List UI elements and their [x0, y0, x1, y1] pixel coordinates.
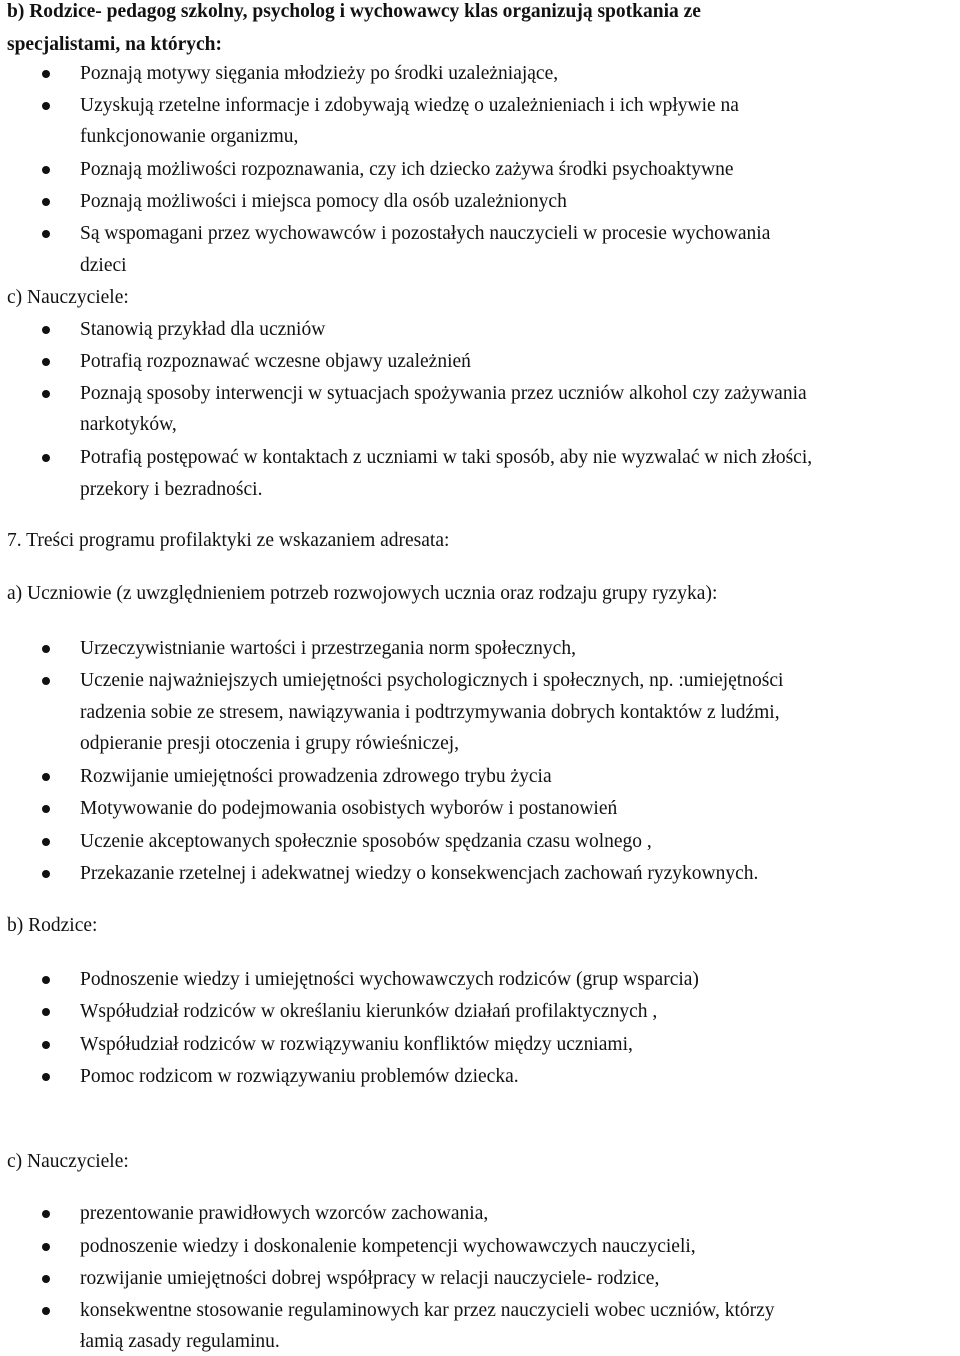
bullet-icon: [42, 645, 50, 653]
bullet-icon: [42, 70, 50, 78]
list-item-cont: łamią zasady regulaminu.: [80, 1331, 280, 1352]
list-item: Poznają motywy sięgania młodzieży po środki uzależniające,: [80, 63, 559, 84]
students-heading: a) Uczniowie (z uwzględnieniem potrzeb rozwojowych ucznia oraz rodzaju grupy ryzyka):: [7, 583, 718, 604]
section-7-heading: 7. Treści programu profilaktyki ze wskazaniem adresata:: [7, 530, 450, 551]
bullet-icon: [42, 870, 50, 878]
bullet-icon: [42, 976, 50, 984]
list-item: Potrafią rozpoznawać wczesne objawy uzależnień: [80, 351, 471, 372]
list-item: podnoszenie wiedzy i doskonalenie kompetencji wychowawczych nauczycieli,: [80, 1236, 696, 1257]
list-item: Pomoc rodzicom w rozwiązywaniu problemów dziecka.: [80, 1066, 519, 1087]
bullet-icon: [42, 358, 50, 366]
list-item: Stanowią przykład dla uczniów: [80, 319, 326, 340]
list-item-cont: narkotyków,: [80, 414, 177, 435]
list-item: Uczenie akceptowanych społecznie sposobów spędzania czasu wolnego ,: [80, 831, 652, 852]
section-heading-teachers: c) Nauczyciele:: [7, 287, 129, 308]
bullet-icon: [42, 166, 50, 174]
list-item: Uczenie najważniejszych umiejętności psychologicznych i społecznych, np. :umiejętności: [80, 670, 784, 691]
bullet-icon: [42, 1041, 50, 1049]
list-item-cont: radzenia sobie ze stresem, nawiązywania i podtrzymywania dobrych kontaktów z ludźmi,: [80, 702, 780, 723]
bullet-icon: [42, 1073, 50, 1081]
bullet-icon: [42, 198, 50, 206]
teachers-heading: c) Nauczyciele:: [7, 1151, 129, 1172]
list-item: Rozwijanie umiejętności prowadzenia zdrowego trybu życia: [80, 766, 552, 787]
list-item: Poznają sposoby interwencji w sytuacjach spożywania przez uczniów alkohol czy zażywania: [80, 383, 807, 404]
list-item: Podnoszenie wiedzy i umiejętności wychowawczych rodziców (grup wsparcia): [80, 969, 699, 990]
list-item: Urzeczywistnianie wartości i przestrzegania norm społecznych,: [80, 638, 576, 659]
bullet-icon: [42, 1243, 50, 1251]
bullet-icon: [42, 1210, 50, 1218]
bullet-icon: [42, 805, 50, 813]
bullet-icon: [42, 326, 50, 334]
bullet-icon: [42, 773, 50, 781]
list-item: Poznają możliwości i miejsca pomocy dla osób uzależnionych: [80, 191, 567, 212]
bullet-icon: [42, 102, 50, 110]
list-item: rozwijanie umiejętności dobrej współpracy w relacji nauczyciele- rodzice,: [80, 1268, 660, 1289]
section-heading-parents: b) Rodzice- pedagog szkolny, psycholog i wychowawcy klas organizują spotkania ze: [7, 1, 701, 22]
list-item: Motywowanie do podejmowania osobistych wyborów i postanowień: [80, 798, 618, 819]
list-item: Potrafią postępować w kontaktach z uczniami w taki sposób, aby nie wyzwalać w nich złości,: [80, 447, 813, 468]
section-heading-parents-cont: specjalistami, na których:: [7, 34, 223, 55]
bullet-icon: [42, 454, 50, 462]
list-item: Współudział rodziców w określaniu kierunków działań profilaktycznych ,: [80, 1001, 658, 1022]
list-item: Są wspomagani przez wychowawców i pozostałych nauczycieli w procesie wychowania: [80, 223, 771, 244]
list-item: Współudział rodziców w rozwiązywaniu konfliktów między uczniami,: [80, 1034, 633, 1055]
bullet-icon: [42, 1307, 50, 1315]
bullet-icon: [42, 1275, 50, 1283]
bullet-icon: [42, 1008, 50, 1016]
list-item: prezentowanie prawidłowych wzorców zachowania,: [80, 1203, 489, 1224]
list-item-cont: przekory i bezradności.: [80, 479, 263, 500]
list-item-cont: funkcjonowanie organizmu,: [80, 126, 299, 147]
bullet-icon: [42, 390, 50, 398]
list-item: Poznają możliwości rozpoznawania, czy ich dziecko zażywa środki psychoaktywne: [80, 159, 734, 180]
list-item-cont: dzieci: [80, 255, 127, 276]
parents-heading: b) Rodzice:: [7, 915, 98, 936]
bullet-icon: [42, 677, 50, 685]
list-item: konsekwentne stosowanie regulaminowych kar przez nauczycieli wobec uczniów, którzy: [80, 1300, 775, 1321]
list-item-cont: odpieranie presji otoczenia i grupy rówieśniczej,: [80, 733, 460, 754]
bullet-icon: [42, 838, 50, 846]
list-item: Uzyskują rzetelne informacje i zdobywają wiedzę o uzależnieniach i ich wpływie na: [80, 95, 739, 116]
list-item: Przekazanie rzetelnej i adekwatnej wiedzy o konsekwencjach zachowań ryzykownych.: [80, 863, 759, 884]
bullet-icon: [42, 230, 50, 238]
